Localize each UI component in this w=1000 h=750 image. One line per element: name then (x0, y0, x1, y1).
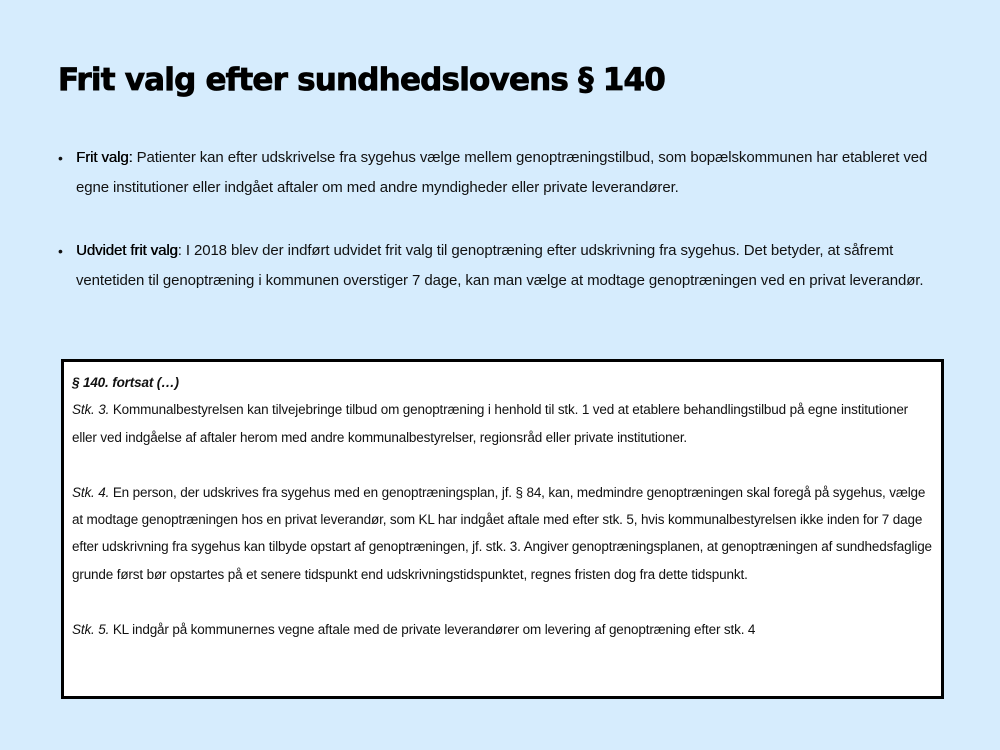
bullet-term: Udvidet frit valg (76, 242, 178, 259)
stk-text: En person, der udskrives fra sygehus med en genoptræningsplan, jf. § 84, kan, medmindre genoptræningen skal foregå på sygehus, vælge at modtage genoptræningen hos en privat leverandør, som KL har indgået aftale med efter stk. 5, hvis kommunalbestyrelsen ikke inden for 7 dage efter udskrivning fra sygehus kan tilbyde opstart af genoptræningen, jf. stk. 3. Angiver genoptræningsplanen, at genoptræningen af sundhedsfaglige grunde først bør opstartes på et senere tidspunkt end udskrivningstidspunktet, regnes fristen dog fra dette tidspunkt. (72, 484, 932, 582)
paragraph-spacer (72, 588, 933, 615)
stk-label: Stk. 3. (72, 402, 110, 418)
slide-title: Frit valg efter sundhedslovens § 140 (58, 62, 666, 98)
bullet-list (58, 143, 938, 296)
stk-text: KL indgår på kommunernes vegne aftale med de private leverandører om levering af genoptræning efter stk. 4 (109, 621, 756, 637)
law-paragraph-stk-5 (72, 616, 933, 643)
bullet-udvidet-frit-valg (58, 236, 938, 296)
bullet-term: Frit valg: (76, 149, 133, 166)
law-paragraph-stk-4 (72, 479, 933, 589)
bullet-dot-icon: • (58, 243, 63, 259)
stk-text: Kommunalbestyrelsen kan tilvejebringe tilbud om genoptræning i henhold til stk. 1 ved at etablere behandlingstilbud på egne institutioner eller ved indgåelse af aftaler herom med andre kommunalbestyrelser, regionsråd eller private institutioner. (72, 402, 909, 445)
bullet-dot-icon: • (58, 150, 63, 166)
law-heading: § 140. fortsat (…) (72, 375, 179, 390)
bullet-text: : I 2018 blev der indført udvidet frit valg til genoptræning efter udskrivning fra sygehus. Det betyder, at såfremt ventetiden til genoptræning i kommunen overstiger 7 dage, kan man vælge at modtage genoptræningen ved en privat leverandør. (76, 242, 924, 289)
bullet-text: Patienter kan efter udskrivelse fra sygehus vælge mellem genoptræningstilbud, som bopælskommunen har etableret ved egne institutioner eller indgået aftaler om med andre myndigheder eller private leverandører. (76, 149, 928, 196)
paragraph-spacer (72, 451, 933, 478)
stk-label: Stk. 4. (72, 484, 110, 500)
bullet-frit-valg (58, 143, 938, 203)
law-paragraph-stk-3 (72, 396, 933, 451)
law-excerpt-box (61, 359, 944, 699)
stk-label: Stk. 5. (72, 621, 110, 637)
